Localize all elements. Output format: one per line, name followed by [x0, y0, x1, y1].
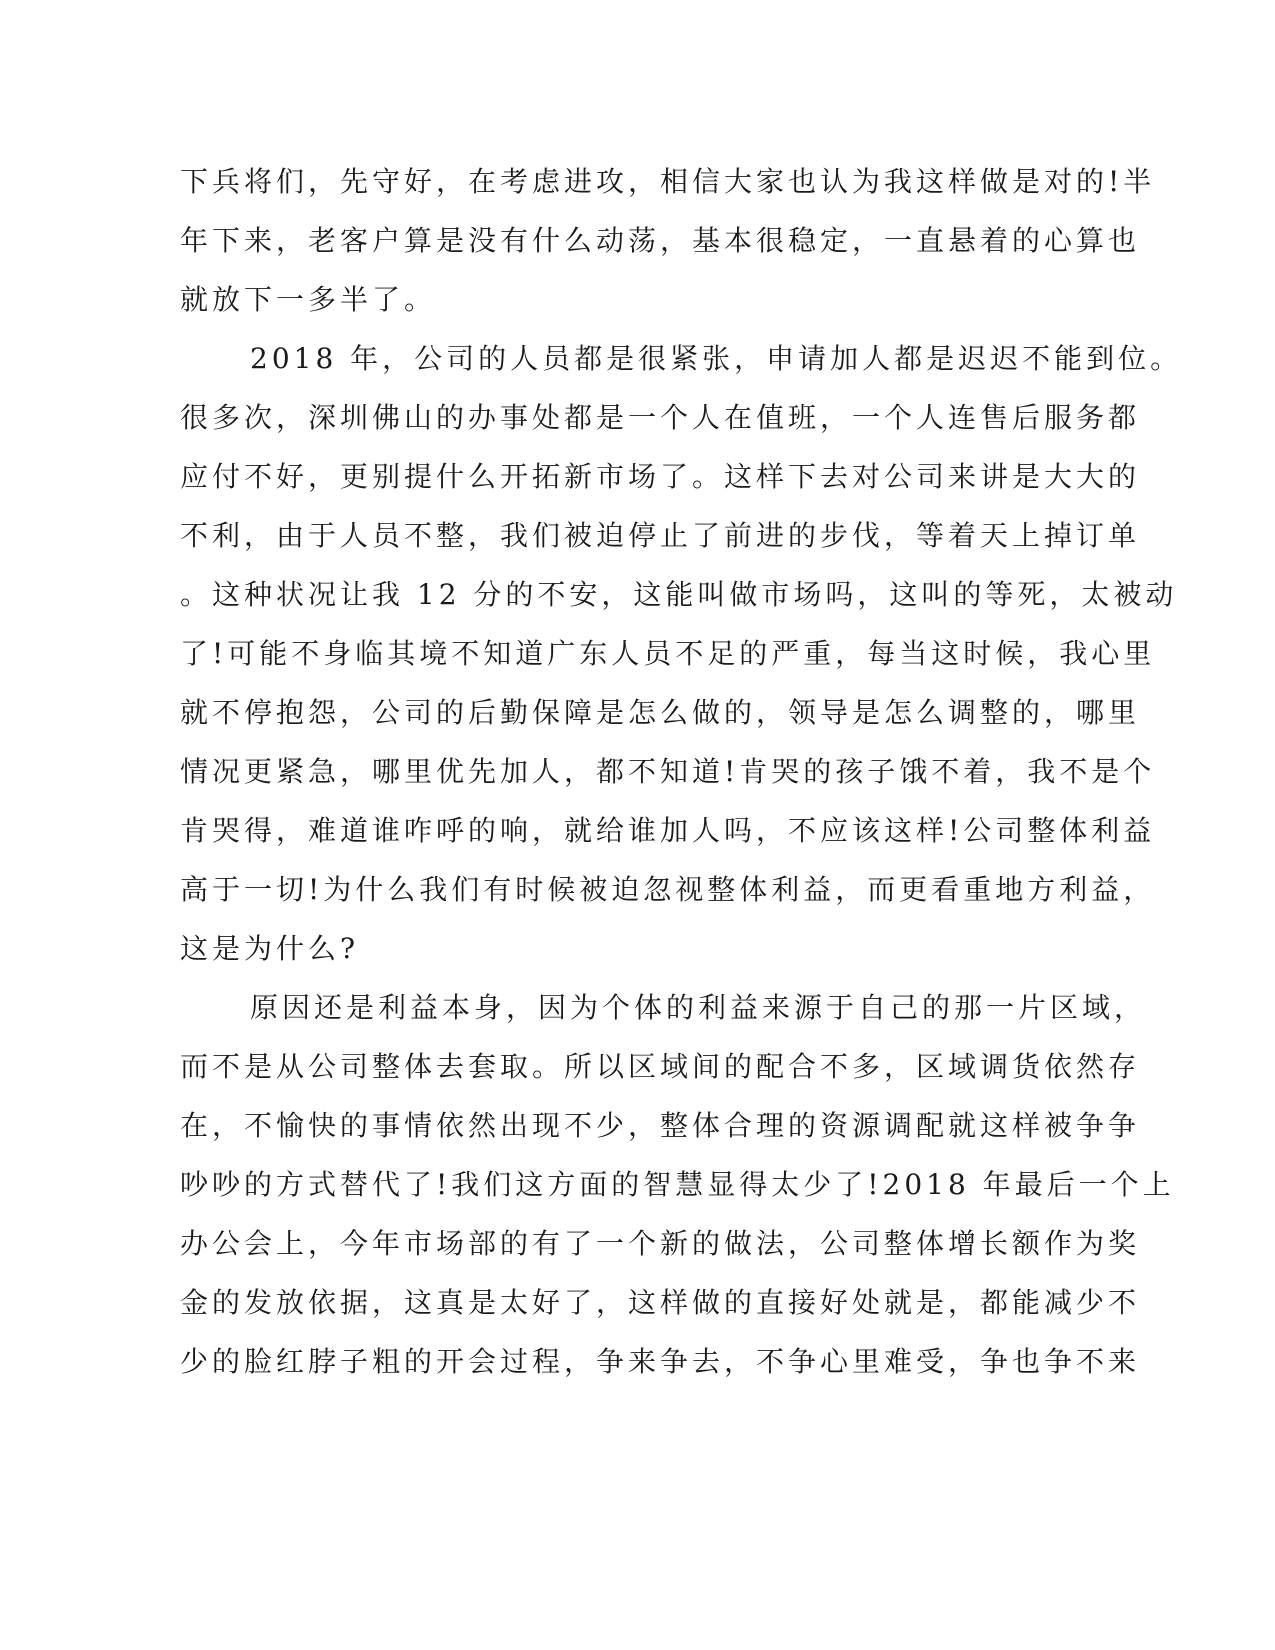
- text-line: 不利，由于人员不整，我们被迫停止了前进的步伐，等着天上掉订单: [180, 519, 1141, 552]
- text-line: 在，不愉快的事情依然出现不少，整体合理的资源调配就这样被争争: [180, 1109, 1141, 1142]
- text-line: 就不停抱怨，公司的后勤保障是怎么做的，领导是怎么调整的，哪里: [180, 696, 1141, 729]
- text-line: 就放下一多半了。: [180, 283, 437, 316]
- text-line: 吵吵的方式替代了!我们这方面的智慧显得太少了!2018 年最后一个上: [180, 1168, 1175, 1201]
- text-line: 肯哭得，难道谁咋呼的响，就给谁加人吗，不应该这样!公司整体利益: [180, 814, 1156, 847]
- text-line: 少的脸红脖子粗的开会过程，争来争去，不争心里难受，争也争不来: [180, 1345, 1141, 1378]
- paragraph-first-line: 原因还是利益本身，因为个体的利益来源于自己的那一片区域，: [250, 991, 1147, 1024]
- text-line: 高于一切!为什么我们有时候被迫忽视整体利益，而更看重地方利益，: [180, 873, 1156, 906]
- text-line: 很多次，深圳佛山的办事处都是一个人在值班，一个人连售后服务都: [180, 401, 1141, 434]
- text-line: 。这种状况让我 12 分的不安，这能叫做市场吗，这叫的等死，太被动: [180, 578, 1178, 611]
- text-line: 应付不好，更别提什么开拓新市场了。这样下去对公司来讲是大大的: [180, 460, 1141, 493]
- text-line: 下兵将们，先守好，在考虑进攻，相信大家也认为我这样做是对的!半: [180, 165, 1156, 198]
- text-line: 金的发放依据，这真是太好了，这样做的直接好处就是，都能减少不: [180, 1286, 1141, 1319]
- text-line: 年下来，老客户算是没有什么动荡，基本很稳定，一直悬着的心算也: [180, 224, 1141, 257]
- paragraph-first-line: 2018 年，公司的人员都是很紧张，申请加人都是迟迟不能到位。: [250, 342, 1183, 375]
- text-line: 情况更紧急，哪里优先加人，都不知道!肯哭的孩子饿不着，我不是个: [180, 755, 1156, 788]
- text-line: 办公会上，今年市场部的有了一个新的做法，公司整体增长额作为奖: [180, 1227, 1141, 1260]
- text-line: 这是为什么?: [180, 932, 360, 965]
- text-line: 了!可能不身临其境不知道广东人员不足的严重，每当这时候，我心里: [180, 637, 1156, 670]
- text-line: 而不是从公司整体去套取。所以区域间的配合不多，区域调货依然存: [180, 1050, 1141, 1083]
